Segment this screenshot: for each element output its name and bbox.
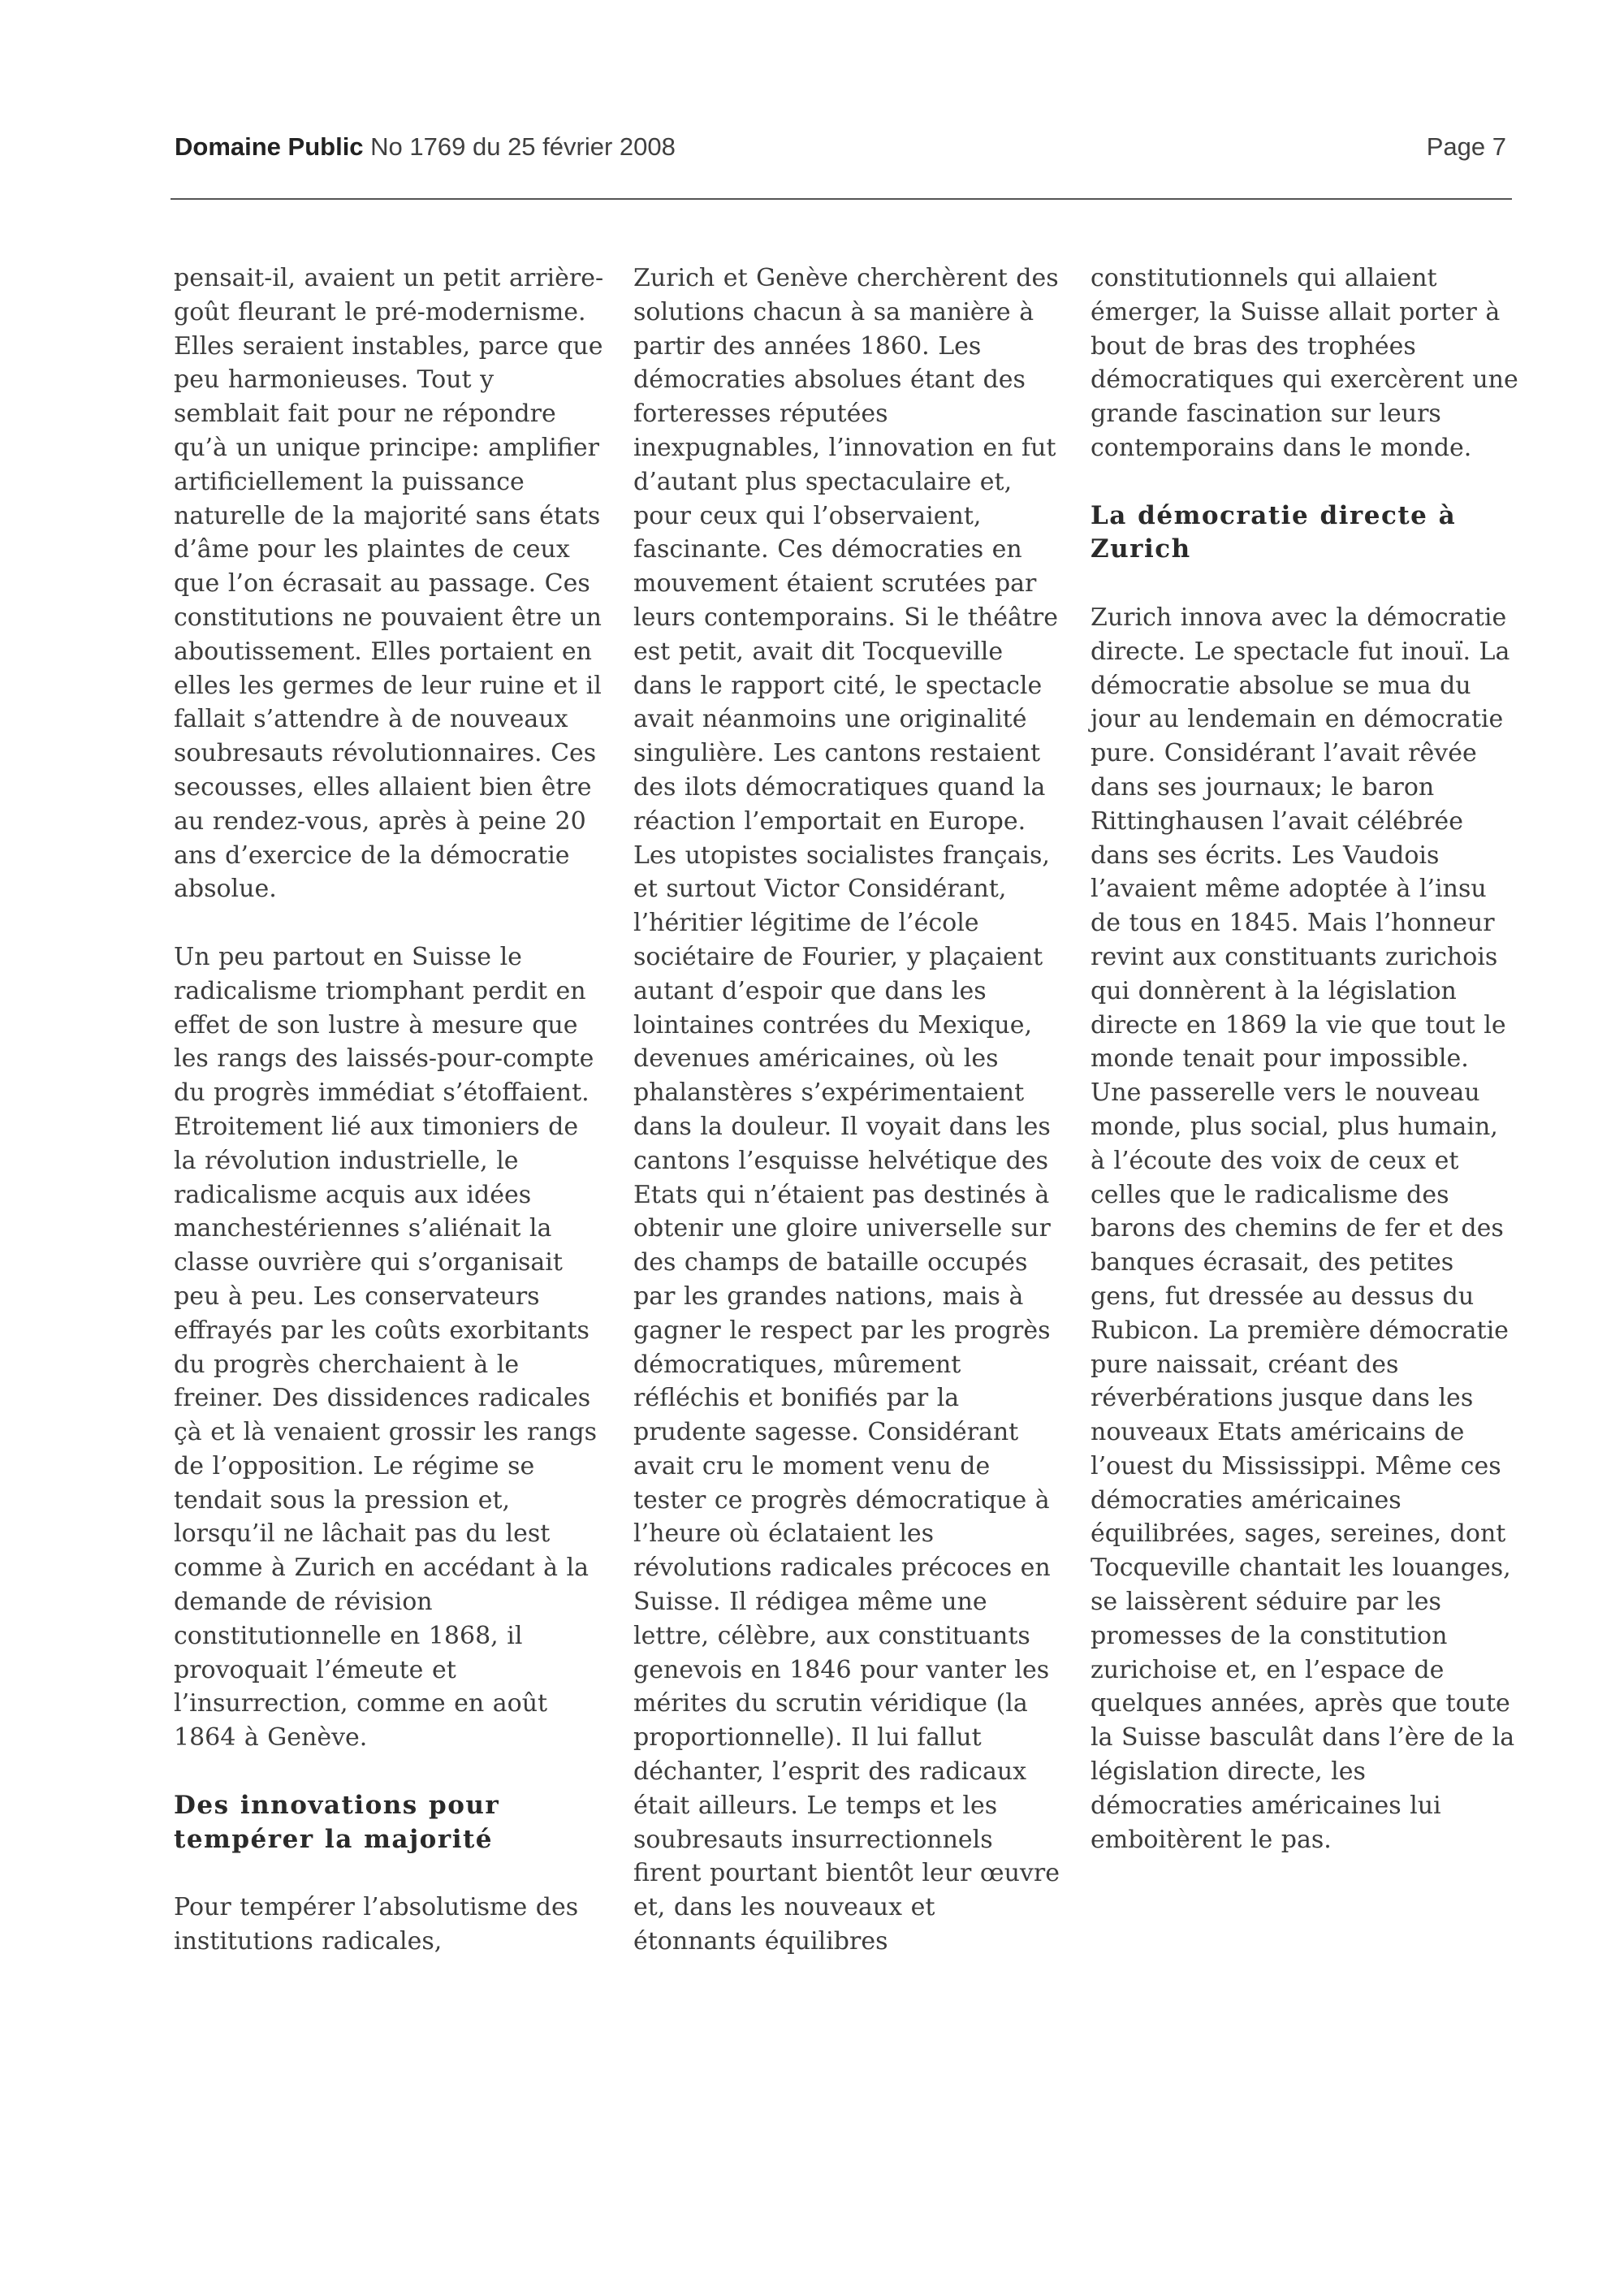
- paragraph: Zurich et Genève cherchèrent des solutions chacun à sa manière à partir des années 1860. Les démocraties absolues étant des forteresses réputées inexpugnables, l’innovation en fut d’autant plus spectaculaire et, pour ceux qui l’observaient, fascinante. Ces démocraties en mouvement étaient scrutées par leurs contemporains. Si le théâtre est petit, avait dit Tocqueville dans le rapport cité, le spectacle avait néanmoins une originalité singulière. Les cantons restaient des ilots démocratiques quand la réaction l’emportait en Europe. Les utopistes socialistes français, et surtout Victor Considérant, l’héritier légitime de l’école sociétaire de Fourier, y plaçaient autant d’espoir que dans les lointaines contrées du Mexique, devenues américaines, où les phalanstères s’expérimentaient dans la douleur. Il voyait dans les cantons l’esquisse helvétique des Etats qui n’étaient pas destinés à obtenir une gloire universelle sur des champs de bataille occupés par les grandes nations, mais à gagner le respect par les progrès démocratiques, mûrement réfléchis et bonifiés par la prudente sagesse. Considérant avait cru le moment venu de tester ce progrès démocratique à l’heure où éclataient les révolutions radicales précoces en Suisse. Il rédigea même une lettre, célèbre, aux constituants genevois en 1846 pour vanter les mérites du scrutin véridique (la proportionnelle). Il lui fallut déchanter, l’esprit des radicaux était ailleurs. Le temps et les soubresauts insurrectionnels firent pourtant bientôt leur œuvre et, dans les nouveaux et étonnants équilibres: [633, 264, 1060, 1956]
- text-column-3: [1091, 261, 1521, 1856]
- section-heading: La démocratie directe à Zurich: [1091, 500, 1457, 564]
- paragraph: constitutionnels qui allaient émerger, la Suisse allait porter à bout de bras des trophées démocratiques qui exercèrent une grande fascination sur leurs contemporains dans le monde.: [1091, 264, 1518, 462]
- text-column-1: [174, 261, 604, 1959]
- issue-info: No 1769 du 25 février 2008: [363, 132, 676, 161]
- text-column-2: [633, 261, 1064, 1959]
- paragraph: Zurich innova avec la démocratie directe. Le spectacle fut inouï. La démocratie absolue se mua du jour au lendemain en démocratie pure. Considérant l’avait rêvée dans ses journaux; le baron Rittinghausen l’avait célébrée dans ses écrits. Les Vaudois l’avaient même adoptée à l’insu de tous en 1845. Mais l’honneur revint aux constituants zurichois qui donnèrent à la législation directe en 1869 la vie que tout le monde tenait pour impossible. Une passerelle vers le nouveau monde, plus social, plus humain, à l’écoute des voix de ceux et celles que le radicalisme des barons des chemins de fer et des banques écrasait, des petites gens, fut dressée au dessus du Rubicon. La première démocratie pure naissait, créant des réverbérations jusque dans les nouveaux Etats américains de l’ouest du Mississippi. Même ces démocraties américaines équilibrées, sages, sereines, dont Tocqueville chantait les louanges, se laissèrent séduire par les promesses de la constitution zurichoise et, en l’espace de quelques années, après que toute la Suisse basculât dans l’ère de la législation directe, les démocraties américaines lui emboitèrent le pas.: [1091, 603, 1515, 1854]
- publication-name: Domaine Public: [175, 132, 364, 161]
- page-number: Page 7: [1426, 132, 1506, 161]
- paragraph: pensait-il, avaient un petit arrière-goût fleurant le pré-modernisme. Elles seraient instables, parce que peu harmonieuses. Tout y semblait fait pour ne répondre qu’à un unique principe: amplifier artificiellement la puissance naturelle de la majorité sans états d’âme pour les plaintes de ceux que l’on écrasait au passage. Ces constitutions ne pouvaient être un aboutissement. Elles portaient en elles les germes de leur ruine et il fallait s’attendre à de nouveaux soubresauts révolutionnaires. Ces secousses, elles allaient bien être au rendez-vous, après à peine 20 ans d’exercice de la démocratie absolue.: [174, 264, 604, 904]
- paragraph: Pour tempérer l’absolutisme des institutions radicales,: [174, 1893, 579, 1956]
- header-divider: [171, 198, 1512, 200]
- page-header: [175, 132, 1506, 165]
- section-heading: Des innovations pour tempérer la majorité: [174, 1790, 500, 1854]
- paragraph: Un peu partout en Suisse le radicalisme triomphant perdit en effet de son lustre à mesure que les rangs des laissés-pour-compte du progrès immédiat s’étoffaient. Etroitement lié aux timoniers de la révolution industrielle, le radicalisme acquis aux idées manchestériennes s’aliénait la classe ouvrière qui s’organisait peu à peu. Les conservateurs effrayés par les coûts exorbitants du progrès cherchaient à le freiner. Des dissidences radicales çà et là venaient grossir les rangs de l’opposition. Le régime se tendait sous la pression et, lorsqu’il ne lâchait pas du lest comme à Zurich en accédant à la demande de révision constitutionnelle en 1868, il provoquait l’émeute et l’insurrection, comme en août 1864 à Genève.: [174, 942, 598, 1753]
